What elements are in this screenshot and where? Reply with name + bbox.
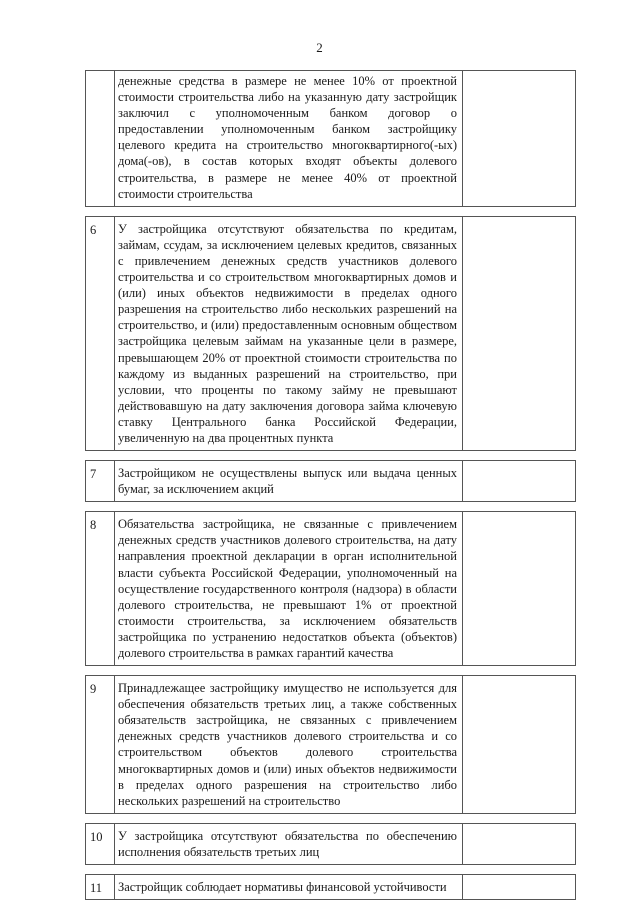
row-gap <box>86 813 576 823</box>
table-row-8 <box>86 512 576 666</box>
criterion-text: У застройщика отсутствуют обязательства по обеспечению исполнения обязательств третьих лиц <box>118 828 457 859</box>
empty-cell <box>463 676 576 814</box>
empty-cell <box>463 71 576 207</box>
row-gap <box>86 451 576 461</box>
row-number: 7 <box>86 461 115 502</box>
row-number: 6 <box>86 216 115 450</box>
row-gap <box>86 666 576 676</box>
table-row-continuation <box>86 71 576 207</box>
criterion-text: У застройщика отсутствуют обязательства по кредитам, займам, ссудам, за исключением целевых кредитов, связанных с привлечением денежных средств участников долевого строительства и со строительством многоквартирных домов и (или) иных объектов недвижимости в пределах одного разрешения на строительство либо нескольких разрешений на строительство, и (или) предоставленным основным обществом застройщика целевым займам на указанные цели в размере, превышающем 20% от проектной стоимости строительства по каждому из выданных разрешений на строительство, при условии, что проценты по такому займу не превышают действовавшую на дату заключения договора займа ключевую ставку Центрального банка Российской Федерации, увеличенную на два процентных пункта <box>118 221 457 445</box>
empty-cell <box>463 216 576 450</box>
criterion-text: Принадлежащее застройщику имущество не используется для обеспечения обязательств третьих лиц, а также собственных обязательств застройщика, не связанных с привлечением денежных средств участников долевого строительства и со строительством объектов долевого строительства многоквартирных домов и (или) иных объектов недвижимости в пределах одного разрешения на строительство либо нескольких разрешений на строительство <box>118 681 457 808</box>
table-row-9 <box>86 676 576 814</box>
criteria-table <box>85 70 576 900</box>
row-gap <box>86 206 576 216</box>
empty-cell <box>463 823 576 864</box>
empty-cell <box>463 875 576 900</box>
empty-cell <box>463 461 576 502</box>
row-gap <box>86 865 576 875</box>
criterion-text: Обязательства застройщика, не связанные с привлечением денежных средств участников долевого строительства, на дату направления проектной декларации в орган исполнительной власти субъекта Российской Федерации, уполномоченный на осуществление государственного контроля (надзора) в области долевого строительства, не превышают 1% от проектной стоимости строительства, за исключением обязательств застройщика по устранению недостатков объекта (объектов) долевого строительства в рамках гарантий качества <box>118 517 457 660</box>
row-number <box>86 71 115 207</box>
row-gap <box>86 502 576 512</box>
table-row-11 <box>86 875 576 900</box>
page-number: 2 <box>316 40 323 55</box>
row-number: 9 <box>86 676 115 814</box>
table-row-6 <box>86 216 576 450</box>
table-row-10 <box>86 823 576 864</box>
empty-cell <box>463 512 576 666</box>
row-number: 11 <box>86 875 115 900</box>
row-number: 10 <box>86 823 115 864</box>
table-row-7 <box>86 461 576 502</box>
criterion-text: денежные средства в размере не менее 10% от проектной стоимости строительства либо на указанную дату застройщик заключил с уполномоченным банком договор о предоставлении уполномоченным банком застройщику целевого кредита на строительство многоквартирного(-ых) дома(-ов), в состав которых входят объекты долевого строительства, в размере не менее 40% от проектной стоимости строительства <box>118 74 457 201</box>
criterion-text: Застройщиком не осуществлены выпуск или выдача ценных бумаг, за исключением акций <box>118 466 457 497</box>
criterion-text: Застройщик соблюдает нормативы финансовой устойчивости <box>118 880 447 895</box>
row-number: 8 <box>86 512 115 666</box>
